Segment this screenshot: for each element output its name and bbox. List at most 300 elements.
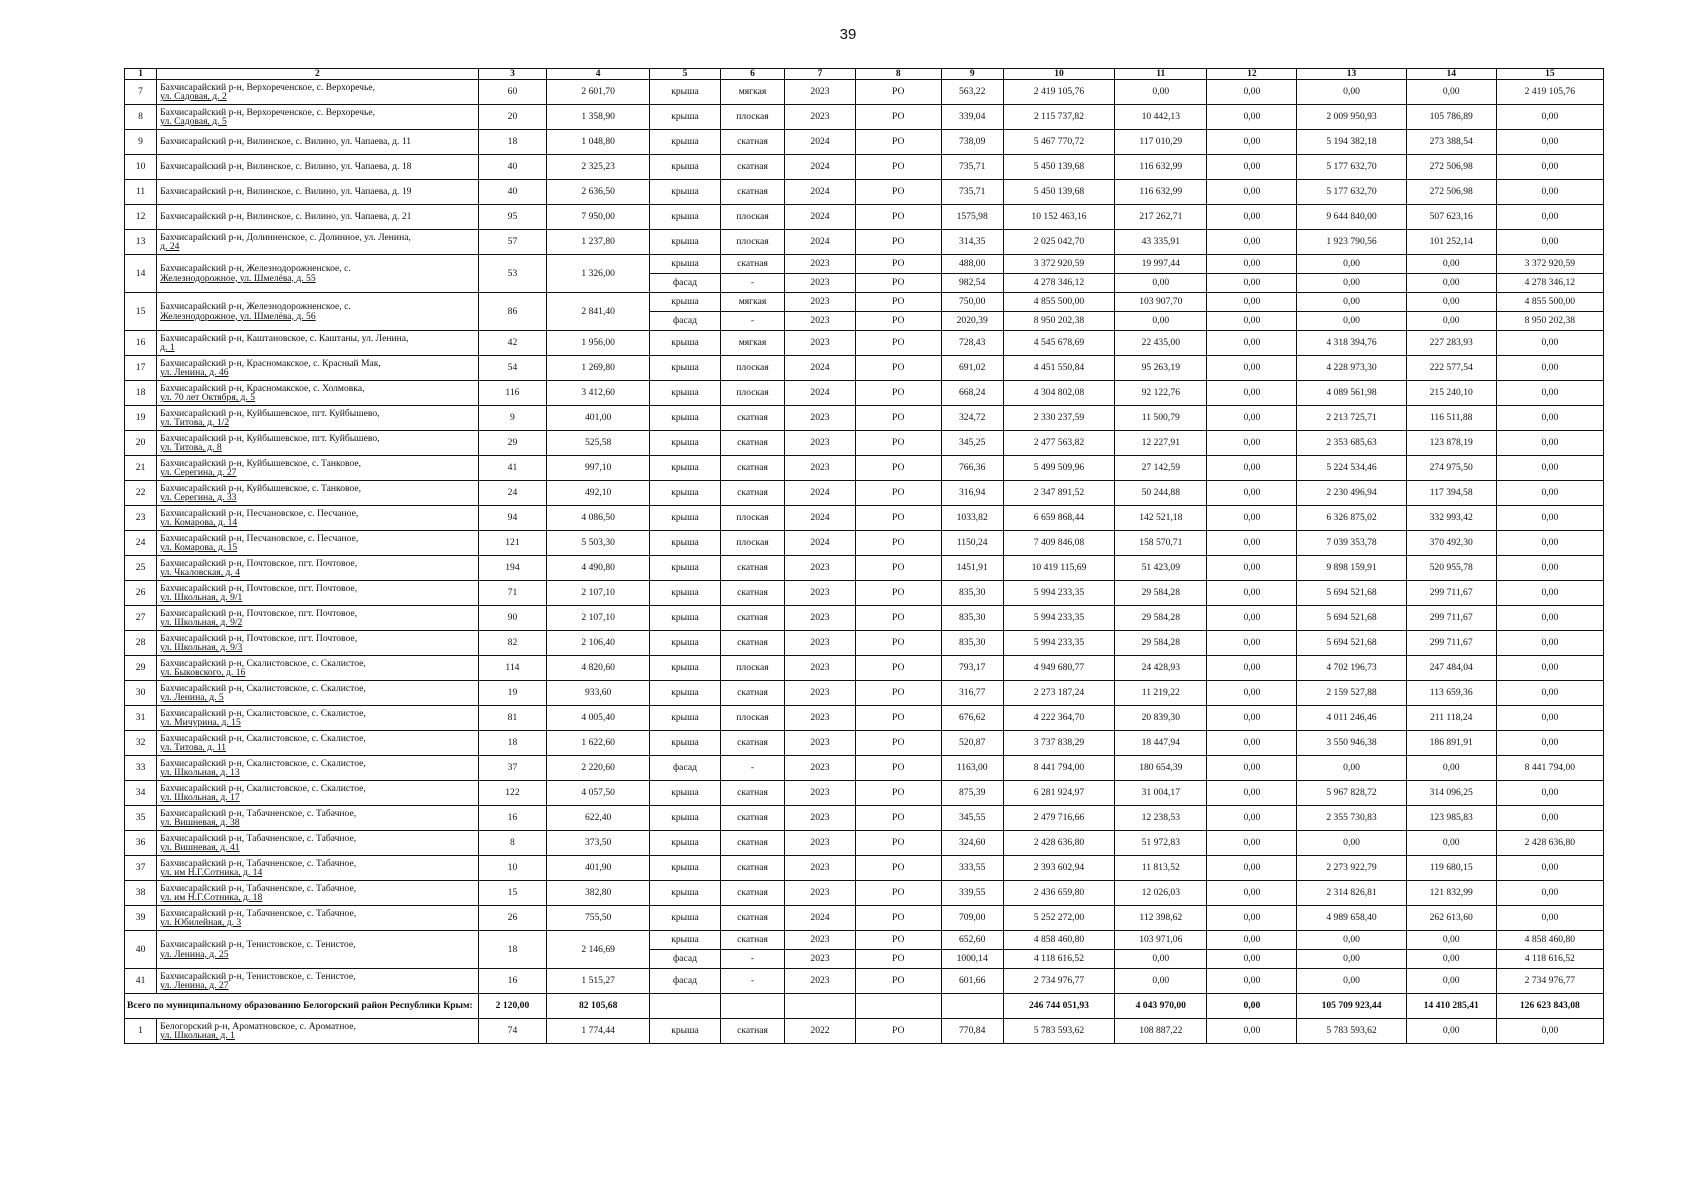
value-cell-c12: 0,00: [1207, 331, 1297, 356]
value-cell-c9: 793,17: [941, 656, 1003, 681]
value-cell-c10: 4 451 550,84: [1003, 356, 1114, 381]
value-cell-c9: 316,94: [941, 481, 1003, 506]
value-cell-c13: 0,00: [1297, 255, 1406, 274]
value-cell-c15: 0,00: [1496, 656, 1603, 681]
row-number-cell: 11: [125, 180, 157, 205]
value-cell-c10: 4 304 802,08: [1003, 381, 1114, 406]
value-cell-c14: 0,00: [1406, 293, 1496, 312]
value-cell-c11: 142 521,18: [1115, 506, 1207, 531]
value-cell-c6: скатная: [720, 781, 784, 806]
address-cell: [157, 180, 479, 205]
area-cell: 4 057,50: [547, 781, 650, 806]
address-line-2: ул. им Н.Г.Сотника, д. 18: [160, 892, 263, 903]
row-number-cell: 15: [125, 293, 157, 331]
address-line-1: Бахчисарайский р-н, Табачненское, с. Табачное,: [160, 832, 357, 844]
value-cell-c10: 4 118 616,52: [1003, 950, 1114, 969]
value-cell-c14: 119 680,15: [1406, 856, 1496, 881]
address-cell: [157, 130, 479, 155]
value-cell-c10: 2 479 716,66: [1003, 806, 1114, 831]
address-line-1: Бахчисарайский р-н, Вилинское, с. Вилино, ул. Чапаева, д. 18: [160, 161, 412, 173]
value-cell-c11: 31 004,17: [1115, 781, 1207, 806]
value-cell-c7: 2024: [785, 531, 856, 556]
value-cell-c5: крыша: [650, 681, 721, 706]
value-cell-c14: 113 659,36: [1406, 681, 1496, 706]
value-cell-c9: 601,66: [941, 969, 1003, 994]
address-line-1: Бахчисарайский р-н, Красномакское, с. Холмовка,: [160, 382, 365, 394]
value-cell-c12: 0,00: [1207, 556, 1297, 581]
row-number-cell: 29: [125, 656, 157, 681]
value-cell-c14: 0,00: [1406, 312, 1496, 331]
table-row: [125, 731, 1604, 756]
row-number-cell: 8: [125, 105, 157, 130]
row-number-cell: 13: [125, 230, 157, 255]
value-cell-c15: 8 950 202,38: [1496, 312, 1603, 331]
value-cell-c9: 333,55: [941, 856, 1003, 881]
value-cell-c15: 4 278 346,12: [1496, 274, 1603, 293]
total-residents: 2 120,00: [478, 994, 547, 1019]
address-line-1: Бахчисарайский р-н, Почтовское, пгт. Почтовое,: [160, 582, 358, 594]
value-cell-c11: 158 570,71: [1115, 531, 1207, 556]
table-row: [125, 431, 1604, 456]
value-cell-c6: плоская: [720, 531, 784, 556]
value-cell-c11: 0,00: [1115, 950, 1207, 969]
value-cell-c14: 116 511,88: [1406, 406, 1496, 431]
area-cell: 1 956,00: [547, 331, 650, 356]
area-cell: 4 490,80: [547, 556, 650, 581]
table-row: [125, 706, 1604, 731]
address-line-2: ул. Школьная, д. 9/2: [160, 617, 243, 628]
value-cell-c11: 12 238,53: [1115, 806, 1207, 831]
value-cell-c5: крыша: [650, 80, 721, 105]
value-cell-c15: 0,00: [1496, 731, 1603, 756]
value-cell-c8: РО: [855, 274, 941, 293]
value-cell-c9: 691,02: [941, 356, 1003, 381]
row-number-cell: 39: [125, 906, 157, 931]
address-line-2: ул. Юбилейная, д. 3: [160, 917, 242, 928]
value-cell-c6: скатная: [720, 581, 784, 606]
value-cell-c8: РО: [855, 731, 941, 756]
value-cell-c8: РО: [855, 681, 941, 706]
value-cell-c8: РО: [855, 781, 941, 806]
value-cell-c5: фасад: [650, 756, 721, 781]
value-cell-c8: РО: [855, 356, 941, 381]
residents-cell: 81: [478, 706, 547, 731]
value-cell-c12: 0,00: [1207, 856, 1297, 881]
value-cell-c11: 18 447,94: [1115, 731, 1207, 756]
value-cell-c5: крыша: [650, 731, 721, 756]
value-cell-c5: крыша: [650, 230, 721, 255]
value-cell-c5: крыша: [650, 631, 721, 656]
address-cell: [157, 531, 479, 556]
row-number-cell: 38: [125, 881, 157, 906]
area-cell: 1 622,60: [547, 731, 650, 756]
value-cell-c7: 2023: [785, 756, 856, 781]
value-cell-c10: 2 436 659,80: [1003, 881, 1114, 906]
value-cell-c15: 0,00: [1496, 506, 1603, 531]
address-cell: [157, 631, 479, 656]
address-line-1: Бахчисарайский р-н, Тенистовское, с. Тенистое,: [160, 939, 356, 950]
value-cell-c5: крыша: [650, 481, 721, 506]
value-cell-c15: 0,00: [1496, 706, 1603, 731]
register-table-container: [124, 68, 1604, 1044]
address-line-2: ул. Школьная, д. 1: [160, 1030, 235, 1041]
table-row: [125, 881, 1604, 906]
value-cell-c8: РО: [855, 556, 941, 581]
address-line-1: Бахчисарайский р-н, Вилинское, с. Вилино, ул. Чапаева, д. 11: [160, 136, 412, 148]
value-cell-c8: РО: [855, 606, 941, 631]
value-cell-c10: 5 994 233,35: [1003, 606, 1114, 631]
value-cell-c14: 0,00: [1406, 831, 1496, 856]
value-cell-c12: 0,00: [1207, 906, 1297, 931]
value-cell-c7: 2024: [785, 356, 856, 381]
value-cell-c14: 211 118,24: [1406, 706, 1496, 731]
value-cell-c6: -: [720, 312, 784, 331]
residents-cell: 9: [478, 406, 547, 431]
address-line-1: Бахчисарайский р-н, Песчановское, с. Песчаное,: [160, 532, 359, 544]
value-cell-c12: 0,00: [1207, 931, 1297, 950]
value-cell-c12: 0,00: [1207, 969, 1297, 994]
address-line-2: д. 24: [160, 241, 180, 252]
address-line-1: Бахчисарайский р-н, Почтовское, пгт. Почтовое,: [160, 607, 358, 619]
value-cell-c15: 0,00: [1496, 105, 1603, 130]
value-cell-c15: 0,00: [1496, 431, 1603, 456]
value-cell-c7: 2023: [785, 255, 856, 274]
column-number-cell: 1: [125, 69, 157, 80]
value-cell-c11: 116 632,99: [1115, 155, 1207, 180]
value-cell-c9: 835,30: [941, 581, 1003, 606]
value-cell-c11: 27 142,59: [1115, 456, 1207, 481]
row-number-cell: 36: [125, 831, 157, 856]
address-line-2: ул. Вишневая, д. 38: [160, 817, 240, 828]
value-cell-c11: 0,00: [1115, 80, 1207, 105]
value-cell-c5: крыша: [650, 381, 721, 406]
value-cell-c15: 0,00: [1496, 381, 1603, 406]
value-cell-c6: скатная: [720, 931, 784, 950]
value-cell-c10: 4 545 678,69: [1003, 331, 1114, 356]
address-line-2: ул. 70 лет Октября, д. 5: [160, 392, 256, 403]
value-cell-c9: 1150,24: [941, 531, 1003, 556]
address-line-1: Бахчисарайский р-н, Куйбышевское, пгт. Куйбышево,: [160, 432, 380, 444]
total-area: 82 105,68: [547, 994, 650, 1019]
value-cell-c8: РО: [855, 931, 941, 950]
value-cell-c11: 24 428,93: [1115, 656, 1207, 681]
value-cell-c6: плоская: [720, 356, 784, 381]
value-cell-c8: РО: [855, 950, 941, 969]
value-cell-c12: 0,00: [1207, 456, 1297, 481]
address-line-1: Бахчисарайский р-н, Вилинское, с. Вилино, ул. Чапаева, д. 19: [160, 186, 412, 198]
value-cell-c12: 0,00: [1207, 606, 1297, 631]
value-cell-c12: 0,00: [1207, 831, 1297, 856]
address-cell: [157, 356, 479, 381]
table-row: [125, 230, 1604, 255]
value-cell-c15: 0,00: [1496, 581, 1603, 606]
value-cell-c6: скатная: [720, 806, 784, 831]
value-cell-c7: 2024: [785, 230, 856, 255]
address-cell: [157, 756, 479, 781]
value-cell-c15: 2 428 636,80: [1496, 831, 1603, 856]
value-cell-c7: 2023: [785, 706, 856, 731]
empty-cell: [720, 994, 784, 1019]
value-cell-c12: 0,00: [1207, 356, 1297, 381]
value-cell-c6: скатная: [720, 606, 784, 631]
row-number-cell: 22: [125, 481, 157, 506]
value-cell-c12: 0,00: [1207, 312, 1297, 331]
value-cell-c10: 4 949 680,77: [1003, 656, 1114, 681]
residents-cell: 114: [478, 656, 547, 681]
value-cell-c8: РО: [855, 80, 941, 105]
value-cell-c6: скатная: [720, 130, 784, 155]
address-cell: [157, 581, 479, 606]
value-cell-c11: 10 442,13: [1115, 105, 1207, 130]
value-cell-c9: 750,00: [941, 293, 1003, 312]
address-cell: [157, 606, 479, 631]
empty-cell: [941, 994, 1003, 1019]
value-cell-c7: 2023: [785, 331, 856, 356]
address-cell: [157, 406, 479, 431]
value-cell-c11: 180 654,39: [1115, 756, 1207, 781]
value-cell-c6: скатная: [720, 481, 784, 506]
value-cell-c12: 0,00: [1207, 756, 1297, 781]
value-cell-c5: фасад: [650, 312, 721, 331]
value-cell-c8: РО: [855, 205, 941, 230]
address-cell: [157, 205, 479, 230]
address-cell: [157, 906, 479, 931]
value-cell-c14: 0,00: [1406, 969, 1496, 994]
address-cell: [157, 481, 479, 506]
address-cell: [157, 230, 479, 255]
value-cell-c5: крыша: [650, 531, 721, 556]
value-cell-c13: 0,00: [1297, 831, 1406, 856]
address-line-2: ул. Школьная, д. 9/1: [160, 592, 243, 603]
value-cell-c11: 0,00: [1115, 969, 1207, 994]
value-cell-c5: крыша: [650, 255, 721, 274]
value-cell-c15: 0,00: [1496, 906, 1603, 931]
value-cell-c12: 0,00: [1207, 731, 1297, 756]
value-cell-c9: 982,54: [941, 274, 1003, 293]
value-cell-c6: скатная: [720, 631, 784, 656]
value-cell-c13: 2 314 826,81: [1297, 881, 1406, 906]
address-line-2: ул. Мичурина, д. 15: [160, 717, 241, 728]
address-line-2: ул. Ленина, д. 27: [160, 980, 229, 991]
area-cell: 401,90: [547, 856, 650, 881]
value-cell-c12: 0,00: [1207, 706, 1297, 731]
value-cell-c6: скатная: [720, 431, 784, 456]
table-row: [125, 506, 1604, 531]
page-number: 39: [839, 26, 857, 43]
address-cell: [157, 731, 479, 756]
address-cell: [157, 681, 479, 706]
value-cell-c7: 2023: [785, 581, 856, 606]
value-cell-c8: РО: [855, 481, 941, 506]
value-cell-c15: 0,00: [1496, 856, 1603, 881]
value-cell-c10: 6 659 868,44: [1003, 506, 1114, 531]
table-row: [125, 906, 1604, 931]
residents-cell: 57: [478, 230, 547, 255]
value-cell-c7: 2024: [785, 180, 856, 205]
value-cell-c13: 4 318 394,76: [1297, 331, 1406, 356]
value-cell-c13: 0,00: [1297, 756, 1406, 781]
address-line-1: Бахчисарайский р-н, Почтовское, пгт. Почтовое,: [160, 557, 358, 569]
address-cell: [157, 806, 479, 831]
row-number-cell: 23: [125, 506, 157, 531]
area-cell: 1 774,44: [547, 1019, 650, 1044]
area-cell: 1 515,27: [547, 969, 650, 994]
address-cell: [157, 656, 479, 681]
value-cell-c10: 5 499 509,96: [1003, 456, 1114, 481]
value-cell-c11: 95 263,19: [1115, 356, 1207, 381]
value-cell-c15: 0,00: [1496, 155, 1603, 180]
value-cell-c10: 7 409 846,08: [1003, 531, 1114, 556]
area-cell: 4 086,50: [547, 506, 650, 531]
value-cell-c15: 0,00: [1496, 406, 1603, 431]
value-cell-c12: 0,00: [1207, 656, 1297, 681]
value-cell-c5: крыша: [650, 656, 721, 681]
address-cell: [157, 881, 479, 906]
address-line-1: Бахчисарайский р-н, Почтовское, пгт. Почтовое,: [160, 632, 358, 644]
address-line-1: Бахчисарайский р-н, Вилинское, с. Вилино, ул. Чапаева, д. 21: [160, 211, 412, 223]
value-cell-c13: 7 039 353,78: [1297, 531, 1406, 556]
address-line-1: Бахчисарайский р-н, Железнодорожненское, с.: [160, 301, 351, 312]
value-cell-c8: РО: [855, 130, 941, 155]
value-cell-c10: 2 419 105,76: [1003, 80, 1114, 105]
value-cell-c10: 5 783 593,62: [1003, 1019, 1114, 1044]
address-line-2: ул. Ленина, д. 46: [160, 367, 229, 378]
value-cell-c10: 2 115 737,82: [1003, 105, 1114, 130]
column-number-cell: 5: [650, 69, 721, 80]
value-cell-c8: РО: [855, 906, 941, 931]
address-line-2: ул. Ленина, д. 5: [160, 692, 224, 703]
value-cell-c11: 11 219,22: [1115, 681, 1207, 706]
value-cell-c6: скатная: [720, 1019, 784, 1044]
value-cell-c9: 735,71: [941, 180, 1003, 205]
value-cell-c10: 2 393 602,94: [1003, 856, 1114, 881]
value-cell-c11: 51 423,09: [1115, 556, 1207, 581]
value-cell-c12: 0,00: [1207, 950, 1297, 969]
value-cell-c6: скатная: [720, 255, 784, 274]
address-line-2: ул. Садовая, д. 5: [160, 116, 227, 127]
value-cell-c6: плоская: [720, 506, 784, 531]
value-cell-c11: 29 584,28: [1115, 581, 1207, 606]
value-cell-c14: 274 975,50: [1406, 456, 1496, 481]
value-cell-c5: крыша: [650, 806, 721, 831]
address-cell: [157, 105, 479, 130]
residents-cell: 41: [478, 456, 547, 481]
table-row: [125, 556, 1604, 581]
address-cell: [157, 781, 479, 806]
address-cell: [157, 831, 479, 856]
residents-cell: 194: [478, 556, 547, 581]
value-cell-c5: крыша: [650, 581, 721, 606]
residents-cell: 74: [478, 1019, 547, 1044]
value-cell-c13: 0,00: [1297, 931, 1406, 950]
value-cell-c12: 0,00: [1207, 431, 1297, 456]
table-row: [125, 205, 1604, 230]
value-cell-c9: 835,30: [941, 606, 1003, 631]
value-cell-c8: РО: [855, 381, 941, 406]
value-cell-c15: 0,00: [1496, 456, 1603, 481]
value-cell-c5: крыша: [650, 356, 721, 381]
value-cell-c15: 0,00: [1496, 180, 1603, 205]
area-cell: 401,00: [547, 406, 650, 431]
value-cell-c10: 2 025 042,70: [1003, 230, 1114, 255]
value-cell-c5: фасад: [650, 274, 721, 293]
value-cell-c7: 2023: [785, 856, 856, 881]
value-cell-c5: крыша: [650, 706, 721, 731]
address-cell: [157, 706, 479, 731]
value-cell-c12: 0,00: [1207, 481, 1297, 506]
residents-cell: 19: [478, 681, 547, 706]
table-row: [125, 255, 1604, 274]
value-cell-c5: крыша: [650, 881, 721, 906]
value-cell-c7: 2023: [785, 950, 856, 969]
value-cell-c5: крыша: [650, 130, 721, 155]
table-row: [125, 406, 1604, 431]
address-line-2: ул. Комарова, д. 15: [160, 542, 238, 553]
row-number-cell: 40: [125, 931, 157, 969]
value-cell-c13: 0,00: [1297, 950, 1406, 969]
value-cell-c10: 3 372 920,59: [1003, 255, 1114, 274]
value-cell-c9: 770,84: [941, 1019, 1003, 1044]
table-row: [125, 456, 1604, 481]
value-cell-c6: плоская: [720, 706, 784, 731]
value-cell-c6: плоская: [720, 230, 784, 255]
value-cell-c7: 2023: [785, 731, 856, 756]
column-number-cell: 8: [855, 69, 941, 80]
address-line-2: д. 1: [160, 342, 175, 353]
table-row: [125, 931, 1604, 950]
value-cell-c13: 0,00: [1297, 274, 1406, 293]
value-cell-c15: 4 118 616,52: [1496, 950, 1603, 969]
value-cell-c5: крыша: [650, 293, 721, 312]
value-cell-c8: РО: [855, 581, 941, 606]
row-number-cell: 12: [125, 205, 157, 230]
address-line-2: ул. им Н.Г.Сотника, д. 14: [160, 867, 263, 878]
value-cell-c15: 0,00: [1496, 205, 1603, 230]
value-cell-c12: 0,00: [1207, 205, 1297, 230]
address-line-2: ул. Школьная, д. 17: [160, 792, 240, 803]
address-cell: [157, 431, 479, 456]
value-cell-c15: 0,00: [1496, 481, 1603, 506]
address-line-2: Железнодорожное, ул. Шмелёва, д. 55: [160, 272, 316, 284]
address-cell: [157, 293, 479, 331]
value-cell-c9: 676,62: [941, 706, 1003, 731]
value-cell-c12: 0,00: [1207, 631, 1297, 656]
value-cell-c13: 2 159 527,88: [1297, 681, 1406, 706]
value-cell-c11: 92 122,76: [1115, 381, 1207, 406]
value-cell-c5: крыша: [650, 906, 721, 931]
area-cell: 1 048,80: [547, 130, 650, 155]
address-line-1: Бахчисарайский р-н, Скалистовское, с. Скалистое,: [160, 657, 366, 669]
value-cell-c9: 766,36: [941, 456, 1003, 481]
value-cell-c5: крыша: [650, 205, 721, 230]
address-line-1: Бахчисарайский р-н, Табачненское, с. Табачное,: [160, 907, 357, 919]
total-c10: 246 744 051,93: [1003, 994, 1114, 1019]
value-cell-c9: 1163,00: [941, 756, 1003, 781]
address-line-1: Бахчисарайский р-н, Каштановское, с. Каштаны, ул. Ленина,: [160, 332, 409, 344]
value-cell-c10: 5 994 233,35: [1003, 581, 1114, 606]
residents-cell: 71: [478, 581, 547, 606]
value-cell-c5: крыша: [650, 556, 721, 581]
value-cell-c6: скатная: [720, 906, 784, 931]
value-cell-c7: 2023: [785, 656, 856, 681]
value-cell-c5: крыша: [650, 105, 721, 130]
row-number-cell: 25: [125, 556, 157, 581]
value-cell-c6: скатная: [720, 456, 784, 481]
residents-cell: 42: [478, 331, 547, 356]
value-cell-c7: 2023: [785, 806, 856, 831]
row-number-cell: 20: [125, 431, 157, 456]
value-cell-c14: 123 878,19: [1406, 431, 1496, 456]
